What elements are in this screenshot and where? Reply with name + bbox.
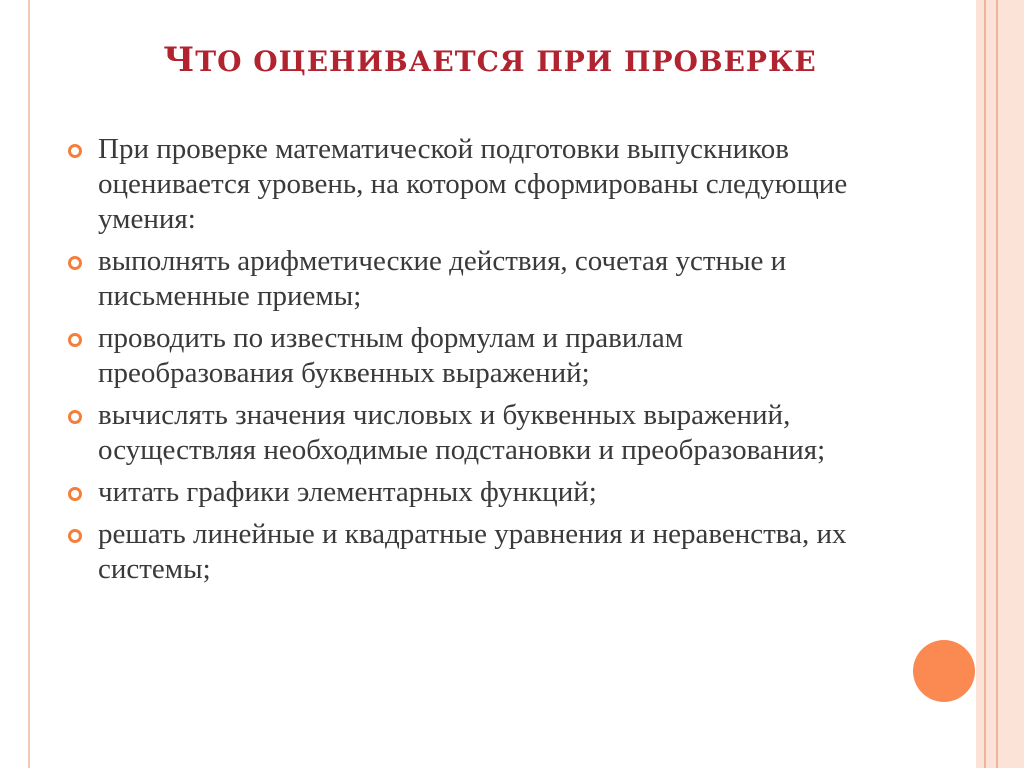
bullet-circle-icon <box>68 487 82 501</box>
bullet-text: вычислять значения числовых и буквенных выражений, осуществляя необходимые подстановки и преобразования; <box>98 399 826 466</box>
bullet-circle-icon <box>68 256 82 270</box>
list-item <box>66 398 866 468</box>
slide-title <box>100 40 880 80</box>
bullet-text: проводить по известным формулам и правилам преобразования буквенных выражений; <box>98 322 684 389</box>
decorative-orange-circle <box>913 640 975 702</box>
list-item <box>66 132 866 237</box>
left-frame-line <box>28 0 30 768</box>
bullet-text: выполнять арифметические действия, сочетая устные и письменные приемы; <box>98 245 787 312</box>
title-first-letter: Ч <box>163 40 196 80</box>
bullet-circle-icon <box>68 333 82 347</box>
stripe <box>976 0 984 768</box>
list-item <box>66 475 866 510</box>
stripe <box>986 0 996 768</box>
bullet-text: решать линейные и квадратные уравнения и неравенства, их системы; <box>98 518 847 585</box>
list-item <box>66 244 866 314</box>
right-decorative-stripes <box>976 0 1024 768</box>
bullet-list <box>66 132 866 594</box>
list-item <box>66 517 866 587</box>
bullet-text: При проверке математической подготовки выпускников оценивается уровень, на котором сформированы следующие умения: <box>98 133 848 235</box>
bullet-circle-icon <box>68 144 82 158</box>
bullet-circle-icon <box>68 529 82 543</box>
list-item <box>66 321 866 391</box>
bullet-text: читать графики элементарных функций; <box>98 476 597 508</box>
stripe <box>998 0 1024 768</box>
bullet-circle-icon <box>68 410 82 424</box>
title-rest: ТО ОЦЕНИВАЕТСЯ ПРИ ПРОВЕРКЕ <box>195 45 817 78</box>
